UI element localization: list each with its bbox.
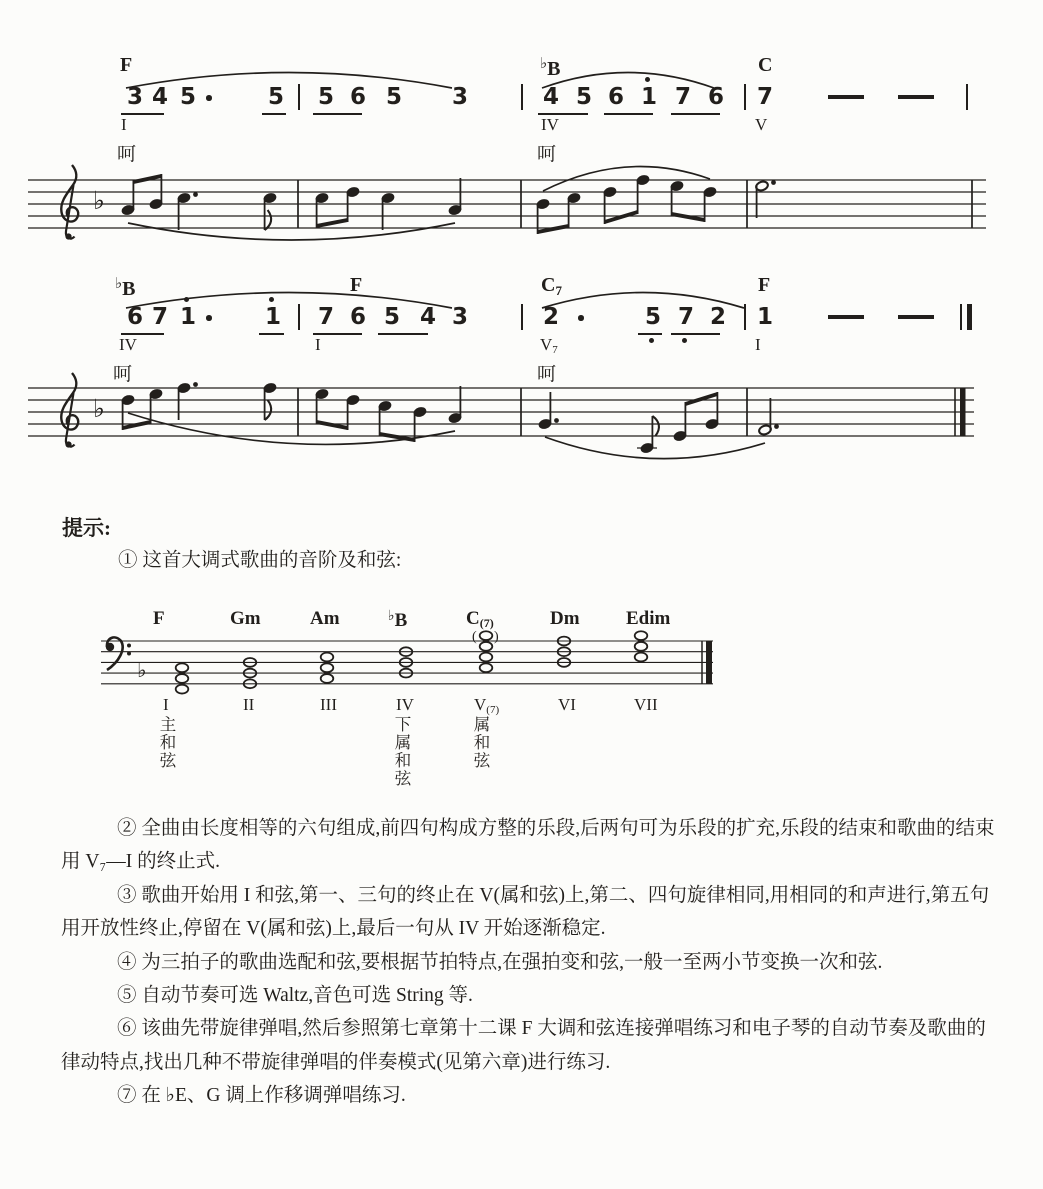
chord-chart-roman-text: VII [634, 695, 658, 714]
lyric-syllable: 呵 [117, 144, 137, 165]
chord-chart-label-text: B [394, 610, 408, 631]
jianpu-note-number: 1 [265, 304, 282, 330]
chord-chart-roman [634, 695, 658, 715]
lyric-syllable: 呵 [537, 144, 557, 165]
jianpu-note-number: 6 [350, 84, 367, 110]
key-signature-flat: ♭ [93, 394, 105, 423]
chord-stack [176, 663, 189, 693]
chord-chart-roman [396, 695, 414, 715]
jianpu-note-number: 6 [127, 304, 144, 330]
tips-item-3: ③ 歌曲开始用 I 和弦,第一、三句的终止在 V(属和弦)上,第二、四句旋律相同,用相同的和声进行,第五句用开放性终止,停留在 V(属和弦)上,最后一句从 IV 开始逐渐稳定. [61, 884, 990, 940]
jianpu-note-number: 6 [708, 84, 725, 110]
jianpu-note-number: 5 [268, 84, 285, 110]
jianpu-note-number: 3 [127, 84, 144, 110]
chord-chart-label-text: Edim [626, 608, 671, 629]
jianpu-note-number: 7 [318, 304, 335, 330]
chord-function-label: 属和弦 [473, 715, 491, 770]
tips-item-4: ④ 为三拍子的歌曲选配和弦,要根据节拍特点,在强拍变和弦,一般一至两小节变换一次和弦. [117, 951, 883, 973]
jianpu-note-number: 5 [645, 304, 662, 330]
chord-symbol-subscript: 7 [555, 283, 562, 298]
tips-item-5: ⑤ 自动节奏可选 Waltz,音色可选 String 等. [117, 985, 473, 1007]
roman-numeral-text: IV [119, 335, 137, 354]
chord-chart-label-text: Dm [550, 608, 580, 629]
tips-heading: 提示: [62, 516, 111, 540]
jianpu-note-number: 5 [576, 84, 593, 110]
chord-chart-roman [558, 695, 576, 715]
roman-numeral-text: I [315, 335, 321, 354]
chord-symbol-text: B [122, 278, 136, 300]
chord-chart-roman-text: I [163, 695, 169, 714]
chord-chart-roman-text: VI [558, 695, 576, 714]
chord-chart-label-subscript: (7) [479, 616, 494, 630]
chord-symbol-text: F [120, 54, 133, 76]
tips-item-2: ② 全曲由长度相等的六句组成,前四句构成方整的乐段,后两句可为乐段的扩充,乐段的结束和歌曲的结束用 V₇—I 的终止式. [61, 818, 995, 873]
tips-item-6: ⑥ 该曲先带旋律弹唱,然后参照第七章第十二课 F 大调和弦连接弹唱练习和电子琴的自动节奏及歌曲的律动特点,找出几种不带旋律弹唱的伴奏模式(见第六章)进行练习. [61, 1018, 986, 1073]
chord-symbol-text: F [350, 274, 363, 296]
chord-chart-label [310, 608, 340, 630]
svg-text:): ) [494, 629, 499, 645]
jianpu-note-number: 4 [543, 84, 560, 110]
tips-item-7: ⑦ 在 ♭E、G 调上作移调弹唱练习. [117, 1085, 406, 1107]
jianpu-note-number: 6 [608, 84, 625, 110]
jianpu-note-number: 5 [386, 84, 403, 110]
bass-clef-icon [106, 637, 131, 670]
chord-chart-label [230, 608, 261, 630]
jianpu-note-number: 1 [641, 84, 658, 110]
jianpu-note-number: 7 [757, 84, 774, 110]
chord-chart-label [388, 608, 407, 632]
chord-chart-label-text: F [153, 608, 165, 629]
chord-chart-roman-text: III [320, 695, 337, 714]
svg-text:(: ( [472, 629, 477, 645]
chord-chart-roman-text: V [474, 695, 487, 714]
chord-chart-roman-text: IV [396, 695, 414, 714]
chord-chart-label [153, 608, 165, 630]
chord-stack [472, 630, 499, 673]
jianpu-note-number: 2 [710, 304, 727, 330]
jianpu-note-number: 5 [180, 84, 197, 110]
chord-symbol-text: F [758, 274, 771, 296]
chord-symbol-text: B [547, 58, 561, 80]
jianpu-note-number: 5 [384, 304, 401, 330]
chord-chart-label [626, 608, 670, 630]
chord-chart-roman [320, 695, 337, 715]
chord-chart-label-text: Am [310, 608, 340, 629]
chord-chart-label-text: C [466, 608, 480, 629]
jianpu-note-number: 2 [543, 304, 560, 330]
tips-item-1: ① 这首大调式歌曲的音阶及和弦: [118, 550, 402, 571]
jianpu-note-number: 4 [152, 84, 169, 110]
jianpu-note-number: 1 [180, 304, 197, 330]
roman-numeral-text: V [540, 335, 553, 354]
jianpu-note-number: 7 [675, 84, 692, 110]
roman-numeral-text: I [121, 115, 127, 134]
jianpu-note-number: 6 [350, 304, 367, 330]
lyric-syllable: 呵 [537, 364, 557, 385]
roman-numeral-text: V [755, 115, 768, 134]
key-signature-flat: ♭ [137, 658, 147, 682]
chord-function-label: 主和弦 [159, 715, 177, 770]
jianpu-note-number: 4 [420, 304, 437, 330]
chord-symbol-flat-sign: ♭ [115, 276, 123, 292]
chord-chart-roman-text: II [243, 695, 255, 714]
lyric-syllable: 呵 [113, 364, 133, 385]
jianpu-note-number: 3 [452, 304, 469, 330]
tips-body [61, 812, 995, 1113]
chord-chart-roman [163, 695, 169, 715]
jianpu-note-number: 7 [678, 304, 695, 330]
jianpu-note-number: 1 [757, 304, 774, 330]
chord-symbol-text: C [541, 274, 556, 296]
final-barline-thick [706, 641, 712, 684]
chord-stack [321, 653, 334, 683]
roman-numeral-subscript: 7 [552, 344, 558, 356]
chord-chart-roman [243, 695, 254, 715]
chord-stack [635, 631, 648, 661]
jianpu-note-number: 5 [318, 84, 335, 110]
chord-symbol-flat-sign: ♭ [540, 56, 548, 72]
jianpu-note-number: 7 [152, 304, 169, 330]
chord-chart-roman [474, 695, 499, 716]
chord-chart-label [550, 608, 580, 630]
roman-numeral-text: I [755, 335, 761, 354]
jianpu-note-number: 3 [452, 84, 469, 110]
chord-chart-label-flat-sign: ♭ [388, 609, 395, 624]
chord-symbol-text: C [758, 54, 773, 76]
chord-chart-label-text: Gm [230, 608, 261, 629]
key-signature-flat: ♭ [93, 186, 105, 215]
chord-chart-roman-subscript: (7) [486, 704, 500, 716]
roman-numeral-text: IV [541, 115, 559, 134]
chord-chart-label [466, 608, 494, 631]
chord-function-label: 下属和弦 [394, 715, 412, 788]
